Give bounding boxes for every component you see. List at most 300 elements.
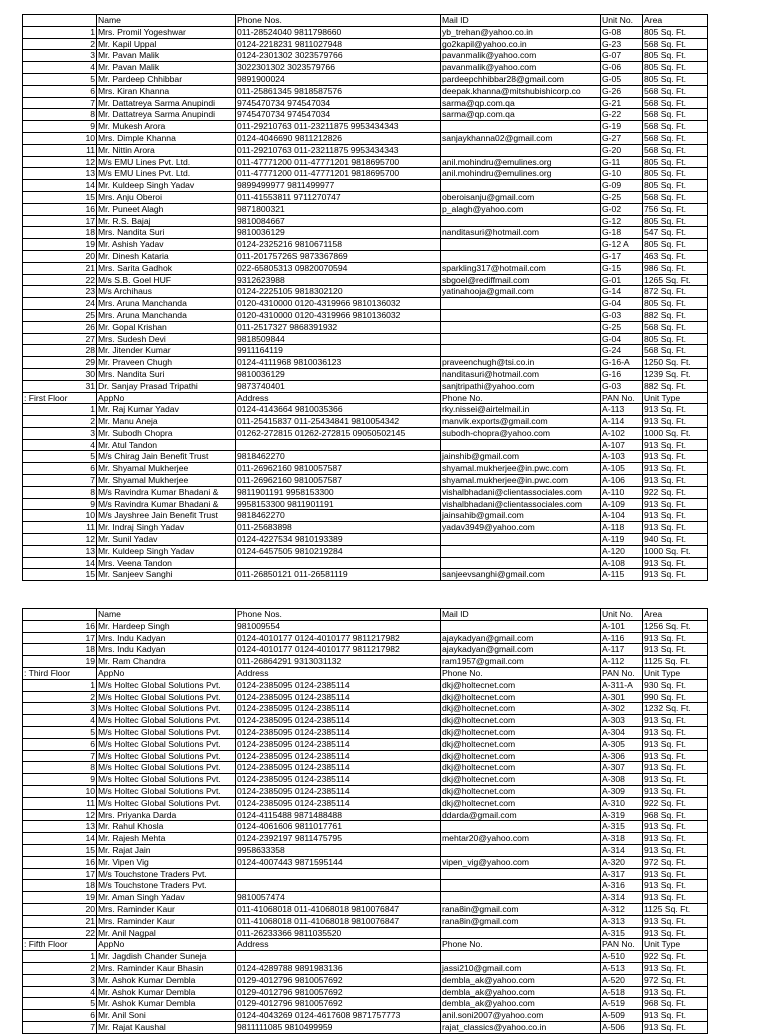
area-cell: 547 Sq. Ft. [643, 227, 708, 239]
phone-cell: 0129-4012796 9810057692 [236, 974, 441, 986]
unit-cell: A-305 [601, 738, 643, 750]
table-row [23, 132, 708, 144]
unit-cell: G-23 [601, 38, 643, 50]
unit-cell: A-309 [601, 785, 643, 797]
column-header-phone: Address [236, 392, 441, 404]
phone-cell: 9810084667 [236, 215, 441, 227]
row-number: 7 [23, 475, 97, 487]
mail-cell: sanjtripathi@yahoo.com [441, 380, 601, 392]
area-cell: 805 Sq. Ft. [643, 239, 708, 251]
table-row [23, 750, 708, 762]
mail-cell: vipen_vig@yahoo.com [441, 856, 601, 868]
mail-cell [441, 880, 601, 892]
unit-cell: A-115 [601, 569, 643, 581]
mail-cell: pavanmalik@yahoo.com [441, 50, 601, 62]
column-header-area: Area [643, 15, 708, 27]
unit-cell: A-315 [601, 927, 643, 939]
area-cell: 1256 Sq. Ft. [643, 620, 708, 632]
area-cell: 568 Sq. Ft. [643, 132, 708, 144]
table-row [23, 715, 708, 727]
mail-cell: shyamal.mukherjee@in.pwc.com [441, 463, 601, 475]
area-cell: 990 Sq. Ft. [643, 691, 708, 703]
row-number: 29 [23, 357, 97, 369]
table-row [23, 903, 708, 915]
name-cell: Mrs. Promil Yogeshwar [97, 26, 236, 38]
name-cell: M/s Touchstone Traders Pvt. [97, 868, 236, 880]
unit-cell: G-25 [601, 321, 643, 333]
row-number: 5 [23, 998, 97, 1010]
area-cell: 1239 Sq. Ft. [643, 368, 708, 380]
unit-cell: A-310 [601, 797, 643, 809]
table-row [23, 404, 708, 416]
table-row [23, 85, 708, 97]
phone-cell: 9811901191 9958153300 [236, 486, 441, 498]
name-cell: Mr. Pavan Malik [97, 62, 236, 74]
unit-cell: A-308 [601, 774, 643, 786]
area-cell: 913 Sq. Ft. [643, 416, 708, 428]
name-cell: M/s Holtec Global Solutions Pvt. [97, 715, 236, 727]
name-cell: Mr. Anil Soni [97, 1010, 236, 1022]
mail-cell [441, 180, 601, 192]
mail-cell [441, 333, 601, 345]
table-row [23, 557, 708, 569]
unit-cell: A-315 [601, 821, 643, 833]
mail-cell: dkj@holtecnet.com [441, 738, 601, 750]
area-cell: 913 Sq. Ft. [643, 750, 708, 762]
name-cell: Mr. Vipen Vig [97, 856, 236, 868]
area-cell: 805 Sq. Ft. [643, 168, 708, 180]
mail-cell [441, 321, 601, 333]
name-cell: Mr. Sanjeev Sanghi [97, 569, 236, 581]
table-row [23, 121, 708, 133]
row-number: 7 [23, 1021, 97, 1033]
name-cell: M/s Holtec Global Solutions Pvt. [97, 679, 236, 691]
section-label [23, 15, 97, 27]
area-cell: 568 Sq. Ft. [643, 85, 708, 97]
unit-cell: A-106 [601, 475, 643, 487]
phone-cell: 0124-4111968 9810036123 [236, 357, 441, 369]
mail-cell: dembla_ak@yahoo.com [441, 998, 601, 1010]
column-header-unit: PAN No. [601, 667, 643, 679]
area-cell: 940 Sq. Ft. [643, 534, 708, 546]
phone-cell: 0129-4012796 9810057692 [236, 986, 441, 998]
row-number: 2 [23, 416, 97, 428]
name-cell: Mrs. Veena Tandon [97, 557, 236, 569]
phone-cell [236, 868, 441, 880]
area-cell: 568 Sq. Ft. [643, 191, 708, 203]
phone-cell: 011-28524040 9811798660 [236, 26, 441, 38]
mail-cell: rajat_classics@yahoo.co.in [441, 1021, 601, 1033]
name-cell: Mrs. Indu Kadyan [97, 632, 236, 644]
table-row [23, 927, 708, 939]
mail-cell [441, 620, 601, 632]
mail-cell [441, 821, 601, 833]
area-cell: 805 Sq. Ft. [643, 156, 708, 168]
unit-cell: G-05 [601, 73, 643, 85]
table-row [23, 250, 708, 262]
area-cell: 805 Sq. Ft. [643, 180, 708, 192]
row-number: 5 [23, 451, 97, 463]
phone-cell [236, 557, 441, 569]
name-cell: Mr. Rajat Jain [97, 844, 236, 856]
column-header-area: Area [643, 609, 708, 621]
phone-cell: 9745470734 974547034 [236, 109, 441, 121]
phone-cell: 011-26233366 9811035520 [236, 927, 441, 939]
row-number: 11 [23, 144, 97, 156]
phone-cell: 0124-2385095 0124-2385114 [236, 785, 441, 797]
phone-cell: 0129-4012796 9810057692 [236, 998, 441, 1010]
phone-cell: 0124-4115488 9871488488 [236, 809, 441, 821]
row-number: 14 [23, 833, 97, 845]
table-row [23, 475, 708, 487]
table-row [23, 345, 708, 357]
row-number: 19 [23, 656, 97, 668]
area-cell: 805 Sq. Ft. [643, 26, 708, 38]
row-number: 3 [23, 427, 97, 439]
row-number: 8 [23, 109, 97, 121]
unit-cell: A-112 [601, 656, 643, 668]
phone-cell: 9818462270 [236, 451, 441, 463]
table-row [23, 644, 708, 656]
unit-cell: A-314 [601, 844, 643, 856]
row-number: 1 [23, 951, 97, 963]
area-cell: 968 Sq. Ft. [643, 998, 708, 1010]
unit-cell: A-118 [601, 522, 643, 534]
column-header-phone: Address [236, 939, 441, 951]
unit-cell: G-17 [601, 250, 643, 262]
unit-cell: G-03 [601, 309, 643, 321]
table-row [23, 215, 708, 227]
mail-cell [441, 215, 601, 227]
phone-cell: 011-25683898 [236, 522, 441, 534]
row-number: 26 [23, 321, 97, 333]
unit-cell: G-10 [601, 168, 643, 180]
mail-cell: dembla_ak@yahoo.com [441, 986, 601, 998]
area-cell: 913 Sq. Ft. [643, 962, 708, 974]
resident-directory-table-page-2 [22, 608, 708, 1034]
row-number: 11 [23, 797, 97, 809]
name-cell: Mr. Rahul Khosla [97, 821, 236, 833]
name-cell: Mrs. Raminder Kaur [97, 915, 236, 927]
mail-cell [441, 439, 601, 451]
mail-cell: manvik.exports@gmail.com [441, 416, 601, 428]
name-cell: Mr. Dattatreya Sarma Anupindi [97, 97, 236, 109]
phone-cell: 011-2517327 9868391932 [236, 321, 441, 333]
phone-cell [236, 880, 441, 892]
table-row [23, 62, 708, 74]
row-number: 12 [23, 534, 97, 546]
area-cell: 913 Sq. Ft. [643, 715, 708, 727]
column-header-phone: Phone Nos. [236, 15, 441, 27]
phone-cell: 011-26864291 9313031132 [236, 656, 441, 668]
mail-cell: dkj@holtecnet.com [441, 715, 601, 727]
table-row [23, 880, 708, 892]
name-cell: Mr. Rajesh Mehta [97, 833, 236, 845]
row-number: 17 [23, 632, 97, 644]
phone-cell: 011-41068018 011-41068018 9810076847 [236, 903, 441, 915]
row-number: 2 [23, 38, 97, 50]
unit-cell: A-302 [601, 703, 643, 715]
phone-cell: 01262-272815 01262-272815 09050502145 [236, 427, 441, 439]
row-number: 24 [23, 298, 97, 310]
area-cell: 972 Sq. Ft. [643, 856, 708, 868]
unit-cell: A-509 [601, 1010, 643, 1022]
section-label: : Fifth Floor [23, 939, 97, 951]
name-cell: Mrs. Dimple Khanna [97, 132, 236, 144]
mail-cell: anil.soni2007@yahoo.com [441, 1010, 601, 1022]
table-row [23, 38, 708, 50]
unit-cell: G-22 [601, 109, 643, 121]
mail-cell: jassi210@gmail.com [441, 962, 601, 974]
unit-cell: G-11 [601, 156, 643, 168]
row-number: 13 [23, 168, 97, 180]
phone-cell: 0124-2301302 3023579766 [236, 50, 441, 62]
table-row [23, 309, 708, 321]
table-row [23, 50, 708, 62]
mail-cell [441, 250, 601, 262]
phone-cell: 0124-4227534 9810193389 [236, 534, 441, 546]
area-cell: 913 Sq. Ft. [643, 892, 708, 904]
area-cell: 913 Sq. Ft. [643, 404, 708, 416]
phone-cell: 0120-4310000 0120-4319966 9810136032 [236, 309, 441, 321]
mail-cell: pavanmalik@yahoo.com [441, 62, 601, 74]
row-number: 6 [23, 463, 97, 475]
mail-cell: dkj@holtecnet.com [441, 762, 601, 774]
unit-cell: A-301 [601, 691, 643, 703]
unit-cell: G-14 [601, 286, 643, 298]
table-row [23, 180, 708, 192]
name-cell: Mr. Praveen Chugh [97, 357, 236, 369]
row-number: 13 [23, 821, 97, 833]
table-row [23, 868, 708, 880]
mail-cell [441, 144, 601, 156]
name-cell: Mr. Jagdish Chander Suneja [97, 951, 236, 963]
name-cell: Mrs. Aruna Manchanda [97, 309, 236, 321]
name-cell: Mr. Nittin Arora [97, 144, 236, 156]
column-header-unit: Unit No. [601, 609, 643, 621]
area-cell: 913 Sq. Ft. [643, 986, 708, 998]
table-row [23, 738, 708, 750]
name-cell: Mr. Atul Tandon [97, 439, 236, 451]
row-number: 18 [23, 644, 97, 656]
table-row [23, 1021, 708, 1033]
name-cell: M/s Ravindra Kumar Bhadani & [97, 498, 236, 510]
area-cell: 913 Sq. Ft. [643, 569, 708, 581]
area-cell: 872 Sq. Ft. [643, 286, 708, 298]
unit-cell: A-316 [601, 880, 643, 892]
mail-cell: dkj@holtecnet.com [441, 703, 601, 715]
unit-cell: G-12 [601, 215, 643, 227]
area-cell: 1000 Sq. Ft. [643, 427, 708, 439]
phone-cell: 011-25861345 9818587576 [236, 85, 441, 97]
mail-cell [441, 545, 601, 557]
table-row [23, 286, 708, 298]
phone-cell: 0124-2385095 0124-2385114 [236, 774, 441, 786]
mail-cell: nanditasuri@hotmail.com [441, 227, 601, 239]
phone-cell: 0124-2385095 0124-2385114 [236, 797, 441, 809]
table-row [23, 156, 708, 168]
phone-cell [236, 439, 441, 451]
area-cell: 1250 Sq. Ft. [643, 357, 708, 369]
row-number: 9 [23, 498, 97, 510]
unit-cell: G-16-A [601, 357, 643, 369]
phone-cell: 9818509844 [236, 333, 441, 345]
unit-cell: A-119 [601, 534, 643, 546]
area-cell: 568 Sq. Ft. [643, 345, 708, 357]
area-cell: 922 Sq. Ft. [643, 486, 708, 498]
mail-cell [441, 239, 601, 251]
phone-cell: 9818462270 [236, 510, 441, 522]
unit-cell: A-101 [601, 620, 643, 632]
unit-cell: A-113 [601, 404, 643, 416]
name-cell: Mr. Aman Singh Yadav [97, 892, 236, 904]
row-number: 17 [23, 215, 97, 227]
name-cell: Mr. Pardeep Chhibbar [97, 73, 236, 85]
table-row [23, 439, 708, 451]
column-header-area: Unit Type [643, 392, 708, 404]
row-number: 3 [23, 50, 97, 62]
phone-cell: 3022301302 3023579766 [236, 62, 441, 74]
column-header-unit: PAN No. [601, 392, 643, 404]
unit-cell: A-116 [601, 632, 643, 644]
name-cell: Mr. Ashok Kumar Dembla [97, 986, 236, 998]
unit-cell: A-102 [601, 427, 643, 439]
table-row [23, 380, 708, 392]
table-row [23, 416, 708, 428]
column-header-name: AppNo [97, 667, 236, 679]
area-cell: 568 Sq. Ft. [643, 109, 708, 121]
area-cell: 913 Sq. Ft. [643, 1021, 708, 1033]
row-number: 14 [23, 180, 97, 192]
name-cell: Mrs. Priyanka Darda [97, 809, 236, 821]
phone-cell: 0124-2385095 0124-2385114 [236, 691, 441, 703]
mail-cell: rana8in@gmail.com [441, 903, 601, 915]
table-row [23, 974, 708, 986]
table-row [23, 463, 708, 475]
mail-cell: pardeepchhibbar28@gmail.com [441, 73, 601, 85]
unit-cell: G-20 [601, 144, 643, 156]
row-number: 18 [23, 227, 97, 239]
name-cell: M/s Holtec Global Solutions Pvt. [97, 703, 236, 715]
table-row [23, 998, 708, 1010]
phone-cell: 0124-2385095 0124-2385114 [236, 703, 441, 715]
mail-cell: dembla_ak@yahoo.com [441, 974, 601, 986]
area-cell: 913 Sq. Ft. [643, 498, 708, 510]
unit-cell: G-04 [601, 333, 643, 345]
area-cell: 913 Sq. Ft. [643, 726, 708, 738]
area-cell: 913 Sq. Ft. [643, 833, 708, 845]
name-cell: Mr. Kapil Uppal [97, 38, 236, 50]
name-cell: Mr. Subodh Chopra [97, 427, 236, 439]
table-row [23, 856, 708, 868]
row-number: 10 [23, 510, 97, 522]
mail-cell: ajaykadyan@gmail.com [441, 644, 601, 656]
column-header-mail: Phone No. [441, 392, 601, 404]
name-cell: Mr. Kuldeep Singh Yadav [97, 180, 236, 192]
table-row [23, 785, 708, 797]
mail-cell: ddarda@gmail.com [441, 809, 601, 821]
row-number: 14 [23, 557, 97, 569]
phone-cell: 9810057474 [236, 892, 441, 904]
phone-cell: 0124-2385095 0124-2385114 [236, 679, 441, 691]
row-number: 22 [23, 927, 97, 939]
unit-cell: G-06 [601, 62, 643, 74]
mail-cell: rky.nissei@airtelmail.in [441, 404, 601, 416]
area-cell: 913 Sq. Ft. [643, 644, 708, 656]
phone-cell: 9899499977 9811499977 [236, 180, 441, 192]
phone-cell: 9891900024 [236, 73, 441, 85]
unit-cell: G-02 [601, 203, 643, 215]
name-cell: Mrs. Nandita Suri [97, 368, 236, 380]
table-row [23, 703, 708, 715]
name-cell: Mr. R.S. Bajaj [97, 215, 236, 227]
row-number: 16 [23, 856, 97, 868]
unit-cell: G-27 [601, 132, 643, 144]
mail-cell [441, 868, 601, 880]
phone-cell: 0124-4010177 0124-4010177 9811217982 [236, 632, 441, 644]
name-cell: Mrs. Kiran Khanna [97, 85, 236, 97]
name-cell: Mr. Kuldeep Singh Yadav [97, 545, 236, 557]
row-number: 1 [23, 404, 97, 416]
name-cell: M/s Archihaus [97, 286, 236, 298]
row-number: 28 [23, 345, 97, 357]
area-cell: 568 Sq. Ft. [643, 144, 708, 156]
name-cell: Mr. Shyamal Mukherjee [97, 463, 236, 475]
area-cell: 913 Sq. Ft. [643, 557, 708, 569]
phone-cell: 0124-4010177 0124-4010177 9811217982 [236, 644, 441, 656]
unit-cell: G-21 [601, 97, 643, 109]
name-cell: Mr. Ashok Kumar Dembla [97, 974, 236, 986]
unit-cell: A-304 [601, 726, 643, 738]
area-cell: 913 Sq. Ft. [643, 821, 708, 833]
area-cell: 805 Sq. Ft. [643, 73, 708, 85]
mail-cell [441, 951, 601, 963]
column-header-name: AppNo [97, 939, 236, 951]
table-row [23, 357, 708, 369]
table-row [23, 534, 708, 546]
column-header-phone: Phone Nos. [236, 609, 441, 621]
row-number: 4 [23, 62, 97, 74]
table-row [23, 191, 708, 203]
row-number: 15 [23, 569, 97, 581]
mail-cell [441, 309, 601, 321]
mail-cell: sanjeevsanghi@gmail.com [441, 569, 601, 581]
unit-cell: A-519 [601, 998, 643, 1010]
row-number: 2 [23, 691, 97, 703]
mail-cell: vishalbhadani@clientassociales.com [441, 498, 601, 510]
floor-header-row [23, 667, 708, 679]
area-cell: 913 Sq. Ft. [643, 844, 708, 856]
column-header-name: AppNo [97, 392, 236, 404]
table-row [23, 691, 708, 703]
row-number: 5 [23, 73, 97, 85]
table-row [23, 569, 708, 581]
phone-cell: 011-47771200 011-47771201 9818695700 [236, 156, 441, 168]
table-row [23, 726, 708, 738]
phone-cell: 011-41553811 9711270747 [236, 191, 441, 203]
name-cell: M/s Holtec Global Solutions Pvt. [97, 762, 236, 774]
area-cell: 805 Sq. Ft. [643, 215, 708, 227]
mail-cell [441, 927, 601, 939]
table-row [23, 620, 708, 632]
unit-cell: G-03 [601, 380, 643, 392]
section-label: : Third Floor [23, 667, 97, 679]
phone-cell: 0120-4310000 0120-4319966 9810136032 [236, 298, 441, 310]
name-cell: M/s Holtec Global Solutions Pvt. [97, 738, 236, 750]
row-number: 21 [23, 915, 97, 927]
phone-cell: 9958153300 9811901191 [236, 498, 441, 510]
row-number: 16 [23, 620, 97, 632]
